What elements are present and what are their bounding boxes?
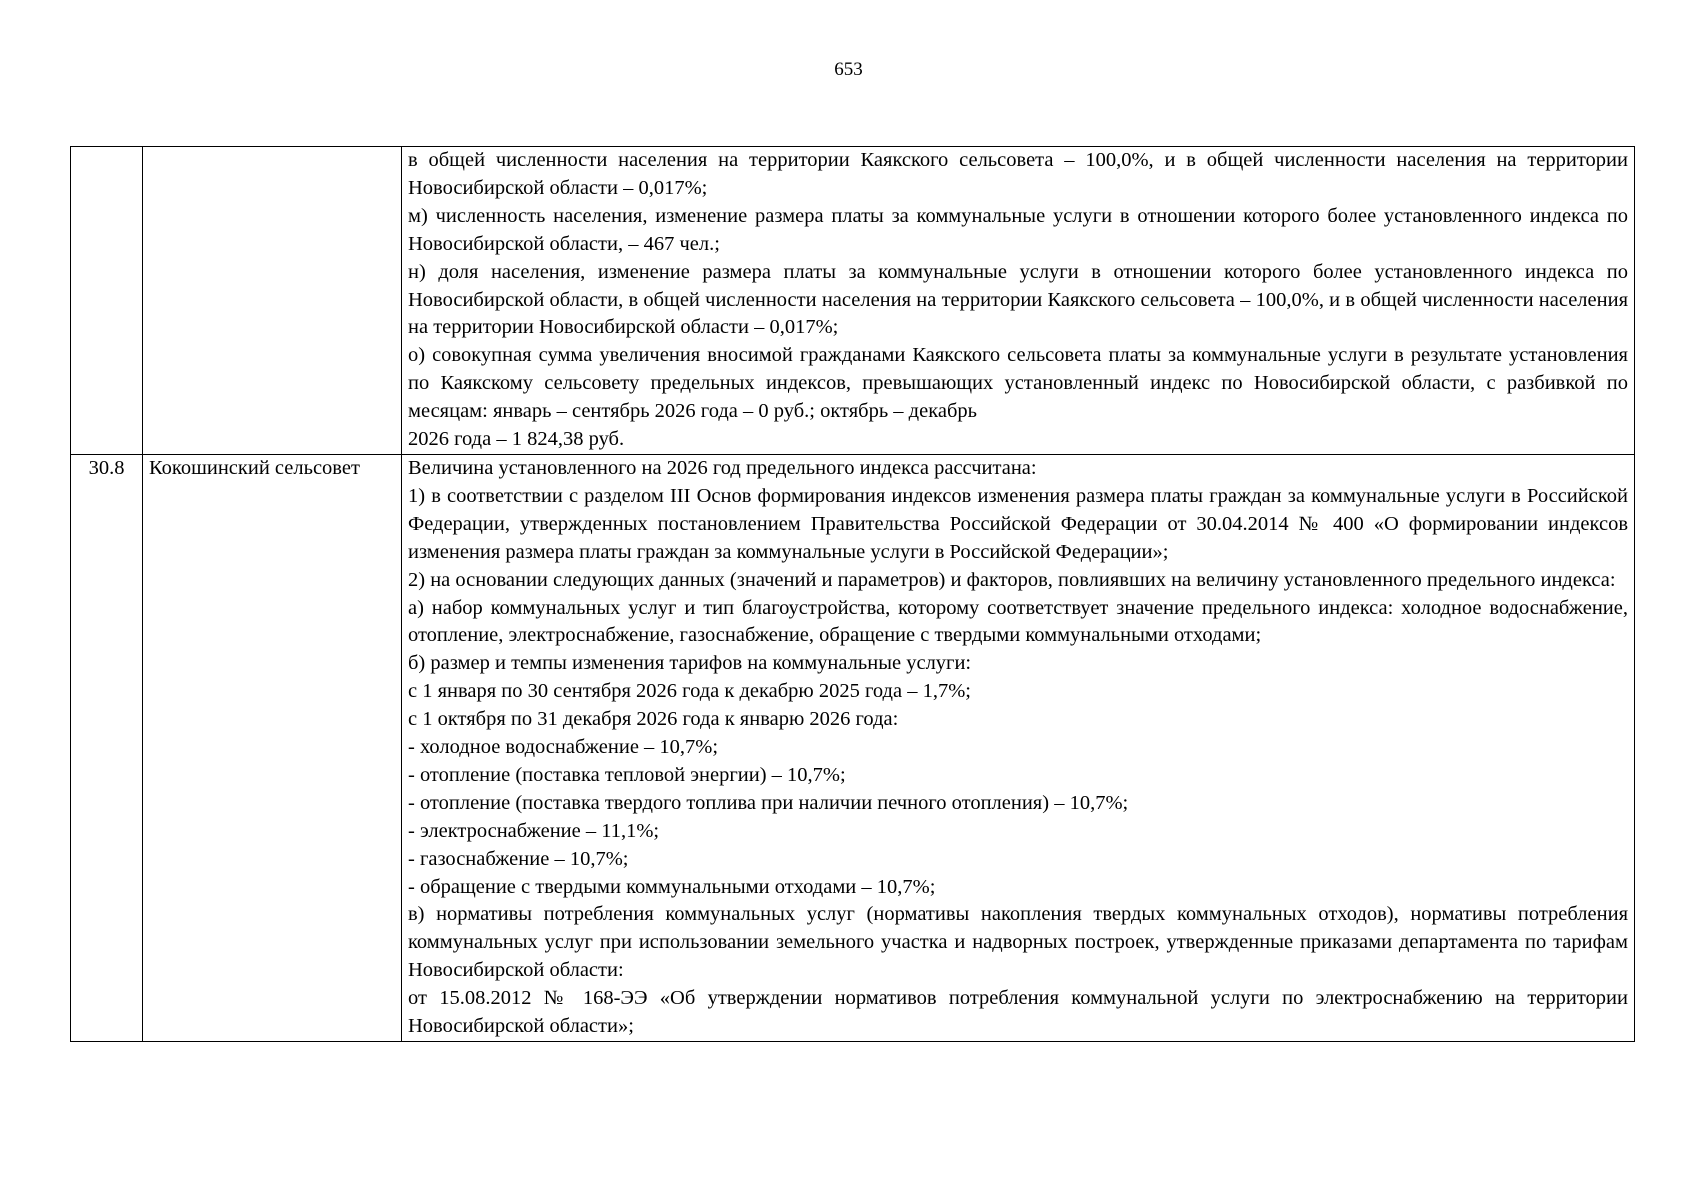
paragraph: - отопление (поставка твердого топлива при наличии печного отопления) – 10,7%;	[408, 791, 1129, 814]
paragraph: м) численность населения, изменение размера платы за коммунальные услуги в отношении которого более установленного индекса по Новосибирской области, – 467 чел.;	[408, 204, 1628, 255]
description-cell	[402, 147, 1635, 455]
paragraph: - газоснабжение – 10,7%;	[408, 847, 629, 870]
paragraph: в общей численности населения на территории Каякского сельсовета – 100,0%, и в общей численности населения на территории Новосибирской области – 0,017%;	[408, 149, 1628, 199]
paragraph: а) набор коммунальных услуг и тип благоустройства, которому соответствует значение предельного индекса: холодное водоснабжение, отопление, электроснабжение, газоснабжение, обращение с твердыми коммунальными отходами;	[408, 596, 1628, 647]
description-cell	[402, 454, 1635, 1041]
municipality-name-cell	[143, 147, 402, 455]
paragraph: - обращение с твердыми коммунальными отходами – 10,7%;	[408, 875, 936, 898]
paragraph: о) совокупная сумма увеличения вносимой гражданами Каякского сельсовета платы за коммунальные услуги в результате установления по Каякскому сельсовету предельных индексов, превышающих установленный индекс по Новосибирской области, с разбивкой по месяцам: январь – сентябрь 2026 года – 0 руб.; октябрь – декабрь	[408, 344, 1628, 423]
paragraph: 2026 года – 1 824,38 руб.	[408, 428, 625, 451]
paragraph: в) нормативы потребления коммунальных услуг (нормативы накопления твердых коммунальных отходов), нормативы потребления коммунальных услуг при использовании земельного участка и надворных построек, утвержденные приказами департамента по тарифам Новосибирской области:	[408, 903, 1628, 982]
paragraph: - электроснабжение – 11,1%;	[408, 819, 660, 842]
row-number-cell: 30.8	[71, 454, 143, 1041]
paragraph: от 15.08.2012 № 168-ЭЭ «Об утверждении нормативов потребления коммунальной услуги по электроснабжению на территории Новосибирской области»;	[408, 987, 1628, 1038]
paragraph: 2) на основании следующих данных (значений и параметров) и факторов, повлиявших на величину установленного предельного индекса:	[408, 568, 1616, 591]
page-number: 653	[834, 59, 863, 80]
paragraph: Величина установленного на 2026 год предельного индекса рассчитана:	[408, 456, 1037, 479]
table-row	[71, 147, 1635, 455]
paragraph: - холодное водоснабжение – 10,7%;	[408, 736, 719, 759]
paragraph: с 1 января по 30 сентября 2026 года к декабрю 2025 года – 1,7%;	[408, 680, 971, 703]
paragraph: - отопление (поставка тепловой энергии) – 10,7%;	[408, 763, 846, 786]
paragraph: н) доля населения, изменение размера платы за коммунальные услуги в отношении которого более установленного индекса по Новосибирской области, в общей численности населения на территории Каякского сельсовета – 100,0%, и в общей численности населения на территории Новосибирской области – 0,017%;	[408, 260, 1628, 339]
paragraph: б) размер и темпы изменения тарифов на коммунальные услуги:	[408, 652, 972, 675]
table-row	[71, 454, 1635, 1041]
paragraph: с 1 октября по 31 декабря 2026 года к январю 2026 года:	[408, 708, 899, 731]
paragraph: 1) в соответствии с разделом III Основ формирования индексов изменения размера платы граждан за коммунальные услуги в Российской Федерации, утвержденных постановлением Правительства Российской Федерации от 30.04.2014 № 400 «О формировании индексов изменения размера платы граждан за коммунальные услуги в Российской Федерации»;	[408, 484, 1628, 563]
municipality-name-cell: Кокошинский сельсовет	[143, 454, 402, 1041]
document-table	[70, 146, 1635, 1042]
row-number-cell	[71, 147, 143, 455]
